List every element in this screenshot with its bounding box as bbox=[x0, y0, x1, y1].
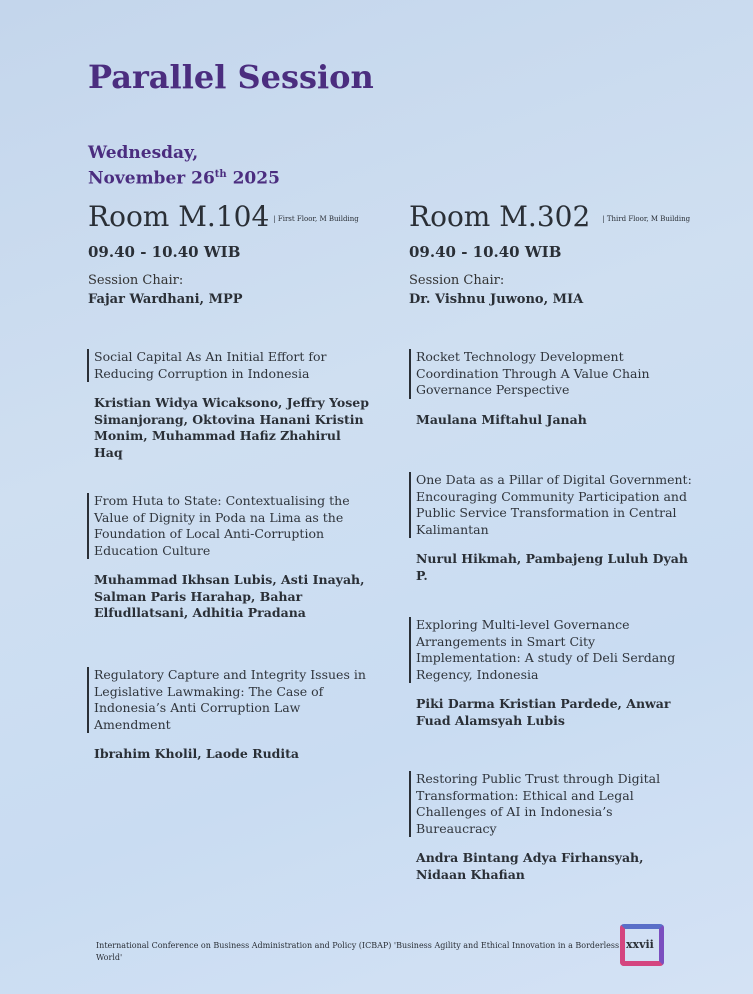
paper-title: Social Capital As An Initial Effort for Reducing Corruption in Indonesia bbox=[87, 349, 372, 382]
paper-entry bbox=[87, 349, 372, 461]
paper-title: One Data as a Pillar of Digital Government: Encouraging Community Participation and Public Service Transformation in Central Kalimantan bbox=[409, 472, 694, 538]
session-chair-label: Session Chair: bbox=[409, 273, 505, 288]
paper-entry bbox=[87, 667, 372, 763]
paper-title: From Huta to State: Contextualising the Value of Dignity in Poda na Lima as the Foundation of Local Anti-Corruption Education Culture bbox=[87, 493, 372, 559]
room-name: Room M.104 bbox=[88, 200, 270, 233]
session-time: 09.40 - 10.40 WIB bbox=[409, 243, 562, 261]
paper-entry bbox=[409, 472, 694, 584]
room-column-right bbox=[409, 200, 690, 307]
room-heading bbox=[409, 200, 690, 233]
page-number: xxvii bbox=[626, 938, 654, 951]
room-column-left bbox=[88, 200, 359, 307]
session-chair: Fajar Wardhani, MPP bbox=[88, 292, 243, 307]
paper-title: Regulatory Capture and Integrity Issues in Legislative Lawmaking: The Case of Indonesia’s Anti Corruption Law Amendment bbox=[87, 667, 372, 733]
paper-authors: Maulana Miftahul Janah bbox=[416, 411, 587, 427]
paper-entry bbox=[87, 493, 372, 622]
paper-authors: Kristian Widya Wicaksono, Jeffry Yosep Simanjorang, Oktovina Hanani Kristin Monim, Muhammad Hafiz Zhahirul Haq bbox=[94, 395, 369, 460]
footer-conference-text: International Conference on Business Administration and Policy (ICBAP) 'Business Agility and Ethical Innovation in a Borderless World' bbox=[96, 941, 620, 962]
paper-entry bbox=[409, 349, 694, 428]
room-name: Room M.302 bbox=[409, 200, 591, 233]
date-suffix: th bbox=[214, 169, 227, 180]
session-chair: Dr. Vishnu Juwono, MIA bbox=[409, 292, 584, 307]
paper-authors: Ibrahim Kholil, Laode Rudita bbox=[94, 746, 300, 761]
paper-entry bbox=[409, 617, 694, 729]
room-location: | First Floor, M Building bbox=[273, 214, 359, 223]
date-full bbox=[88, 164, 280, 190]
paper-authors: Piki Darma Kristian Pardede, Anwar Fuad Alamsyah Lubis bbox=[416, 696, 671, 728]
paper-authors: Andra Bintang Adya Firhansyah, Nidaan Khafian bbox=[416, 850, 644, 882]
paper-authors: Muhammad Ikhsan Lubis, Asti Inayah, Salman Paris Harahap, Bahar Elfudllatsani, Adhitia Pradana bbox=[94, 572, 365, 620]
session-time: 09.40 - 10.40 WIB bbox=[88, 243, 241, 261]
date-year: 2025 bbox=[226, 168, 280, 189]
session-date bbox=[88, 142, 280, 190]
paper-title: Rocket Technology Development Coordination Through A Value Chain Governance Perspective bbox=[409, 349, 694, 399]
paper-entry bbox=[409, 771, 694, 883]
page-title: Parallel Session bbox=[88, 58, 374, 96]
date-month: November 26 bbox=[88, 168, 215, 189]
paper-authors: Nurul Hikmah, Pambajeng Luluh Dyah P. bbox=[416, 551, 688, 583]
room-location: | Third Floor, M Building bbox=[602, 214, 691, 223]
paper-title: Restoring Public Trust through Digital Transformation: Ethical and Legal Challenges of AI in Indonesia’s Bureaucracy bbox=[409, 771, 694, 837]
paper-title: Exploring Multi-level Governance Arrangements in Smart City Implementation: A study of Deli Serdang Regency, Indonesia bbox=[409, 617, 694, 683]
session-chair-label: Session Chair: bbox=[88, 273, 184, 288]
date-day: Wednesday, bbox=[88, 143, 199, 163]
room-heading bbox=[88, 200, 359, 233]
